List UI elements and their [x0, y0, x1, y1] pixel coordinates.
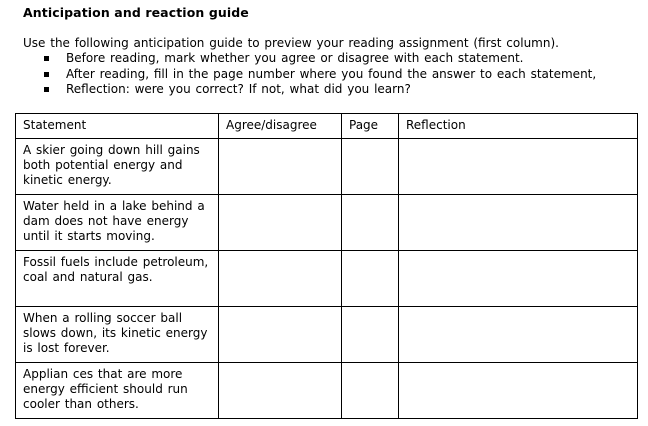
instruction-item [44, 67, 596, 83]
anticipation-guide-table [15, 113, 638, 419]
instructions-intro: Use the following anticipation guide to preview your reading assignment (first column). [23, 36, 559, 50]
statement-cell: Fossil fuels include petroleum, coal and natural gas. [16, 251, 219, 307]
bullet-icon [44, 87, 49, 92]
instruction-text: After reading, fill in the page number where you found the answer to each statement, [66, 66, 597, 81]
agree-disagree-cell[interactable] [219, 363, 342, 419]
header-statement: Statement [16, 114, 219, 139]
agree-disagree-cell[interactable] [219, 307, 342, 363]
page-cell[interactable] [342, 139, 399, 195]
table-header-row [16, 114, 638, 139]
statement-cell: When a rolling soccer ball slows down, its kinetic energy is lost forever. [16, 307, 219, 363]
statement-cell: Applian ces that are more energy efficient should run cooler than others. [16, 363, 219, 419]
header-reflection: Reflection [399, 114, 638, 139]
statement-cell: A skier going down hill gains both potential energy and kinetic energy. [16, 139, 219, 195]
table-row [16, 195, 638, 251]
bullet-icon [44, 72, 49, 77]
instruction-item [44, 82, 596, 98]
instruction-text: Reflection: were you correct? If not, what did you learn? [66, 82, 411, 96]
table-row [16, 251, 638, 307]
reflection-cell[interactable] [399, 195, 638, 251]
header-agree-disagree: Agree/disagree [219, 114, 342, 139]
agree-disagree-cell[interactable] [219, 195, 342, 251]
instruction-item [44, 51, 596, 67]
page-cell[interactable] [342, 251, 399, 307]
page-cell[interactable] [342, 195, 399, 251]
page-cell[interactable] [342, 363, 399, 419]
header-page: Page [342, 114, 399, 139]
table-row [16, 363, 638, 419]
reflection-cell[interactable] [399, 251, 638, 307]
instructions-list [44, 51, 596, 98]
page-cell[interactable] [342, 307, 399, 363]
instruction-text: Before reading, mark whether you agree or disagree with each statement. [66, 51, 524, 65]
agree-disagree-cell[interactable] [219, 139, 342, 195]
page-title: Anticipation and reaction guide [23, 5, 249, 20]
reflection-cell[interactable] [399, 363, 638, 419]
agree-disagree-cell[interactable] [219, 251, 342, 307]
table-row [16, 307, 638, 363]
reflection-cell[interactable] [399, 307, 638, 363]
table-row [16, 139, 638, 195]
statement-cell: Water held in a lake behind a dam does not have energy until it starts moving. [16, 195, 219, 251]
bullet-icon [44, 56, 49, 61]
reflection-cell[interactable] [399, 139, 638, 195]
